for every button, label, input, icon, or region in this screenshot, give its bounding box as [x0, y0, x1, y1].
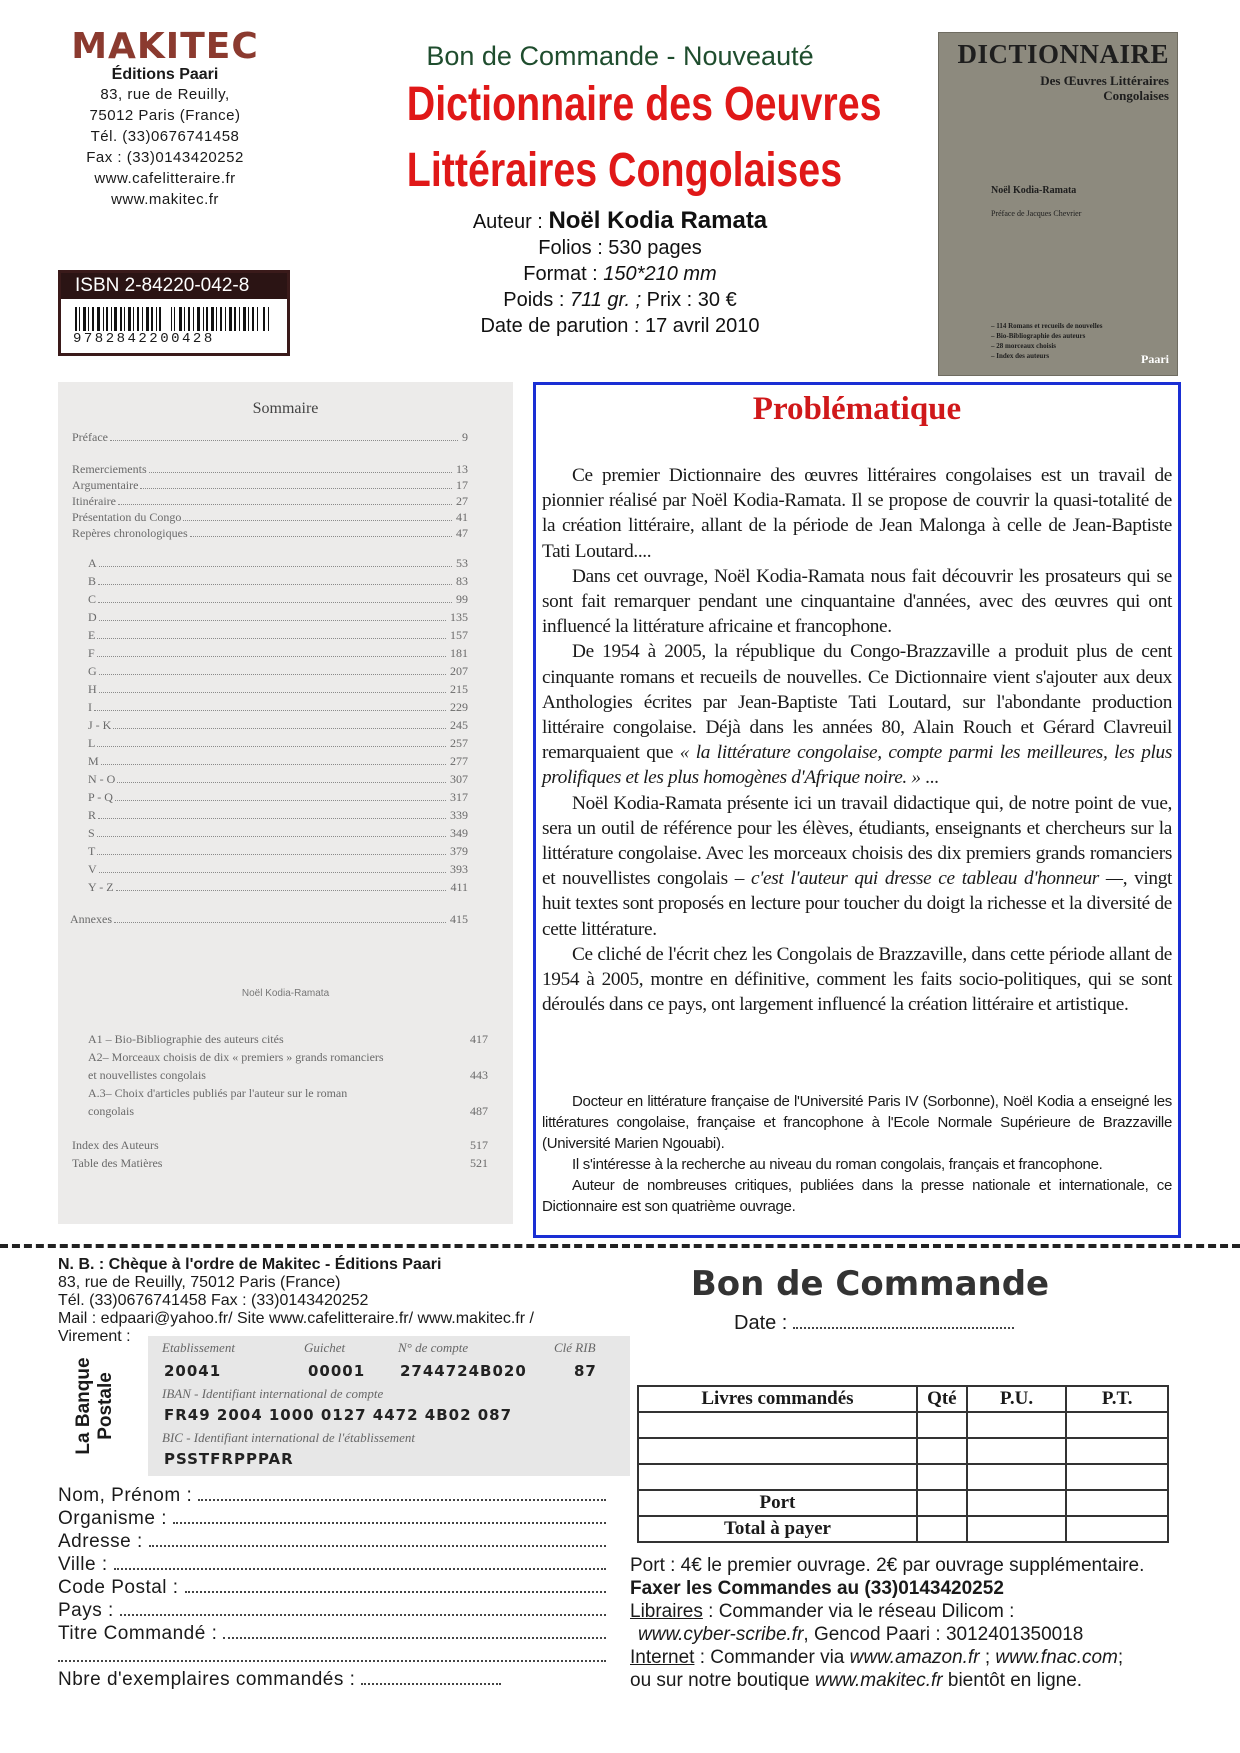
toc-entry: [88, 808, 468, 822]
cover-list-item: – Index des auteurs: [991, 352, 1050, 360]
problematique-title: Problématique: [752, 391, 962, 427]
cell[interactable]: [917, 1438, 967, 1464]
toc-leader-dots: [116, 880, 447, 891]
internet-label: Internet: [630, 1647, 695, 1668]
toc-entry-label: Itinéraire: [72, 494, 116, 508]
toc-leader-dots: [183, 510, 452, 521]
toc-entry-page: 415: [450, 912, 468, 926]
toc-leader-dots: [110, 430, 458, 441]
toc-leader-dots: [94, 700, 446, 711]
cell[interactable]: [967, 1490, 1067, 1516]
paragraph-text: Noël Kodia-Ramata présente ici un travail didactique qui, de notre point de vue, sera un outil de référence pour les élèves, étudiants, enseignants et chercheurs sur la littérature congolaise. Avec les morceaux choisis des dix premiers grands romanciers et nouvellistes congolais: [542, 792, 1172, 890]
toc-entry: [88, 574, 468, 588]
bookseller-note: [630, 1600, 1190, 1623]
toc-entry: [88, 862, 468, 876]
toc-entry-page: 245: [450, 718, 468, 732]
toc-leader-dots: [98, 574, 452, 585]
internet-note: [630, 1646, 1190, 1669]
toc-entry: [72, 478, 468, 492]
toc-leader-dots: [98, 808, 446, 819]
cut-line-divider: [0, 1244, 1240, 1248]
toc-entry-page: 41: [456, 510, 468, 524]
price: Prix : 30 €: [641, 289, 737, 311]
address-line-2: 75012 Paris (France): [89, 107, 241, 124]
fill-line[interactable]: [58, 1645, 606, 1662]
date-label: Date :: [734, 1312, 788, 1334]
field-address[interactable]: [58, 1530, 608, 1553]
toc-leader-dots: [140, 478, 452, 489]
toc-entry-page: 17: [456, 478, 468, 492]
field-label: Code Postal :: [58, 1577, 179, 1598]
bio-paragraph: Docteur en littérature française de l'Université Paris IV (Sorbonne), Noël Kodia a enseigné les littératures congolaise, française et francophone à l'Ecole Normale Supérieure de Brazzaville (Université Marien Ngouabi).: [542, 1093, 1172, 1152]
toc-entry-label: Repères chronologiques: [72, 526, 188, 540]
bio-paragraph: Auteur de nombreuses critiques, publiées dans la presse nationale et internationale, ce Dictionnaire est son quatrième ouvrage.: [542, 1177, 1172, 1215]
fill-line[interactable]: [114, 1553, 606, 1570]
field-quantity[interactable]: [58, 1668, 608, 1691]
toc-index-label: Index des Auteurs: [72, 1138, 159, 1152]
rib-cle: 87: [574, 1362, 597, 1380]
cover-list-item: – Bio-Bibliographie des auteurs: [991, 332, 1086, 340]
booksellers-text: : Commander via le réseau Dilicom :: [702, 1601, 1015, 1622]
field-title-ordered[interactable]: [58, 1622, 608, 1645]
cell[interactable]: [1066, 1464, 1168, 1490]
cover-title: DICTIONNAIRE: [957, 39, 1169, 69]
field-blank-line[interactable]: [58, 1645, 608, 1668]
bic-value: PSSTFRPPPAR: [164, 1450, 294, 1468]
toc-leader-dots: [101, 754, 446, 765]
toc-entry-page: 47: [456, 526, 468, 540]
shop-text: ou sur notre boutique: [630, 1670, 815, 1691]
rib-header-guichet: Guichet: [304, 1340, 346, 1355]
iban-value: FR49 2004 1000 0127 4472 4B02 087: [164, 1406, 513, 1424]
toc-entry-label: H: [88, 682, 97, 696]
paragraph: [542, 791, 1172, 942]
toc-entry: [88, 592, 468, 606]
author-line: [360, 208, 880, 235]
date-fill-line[interactable]: [793, 1312, 1014, 1329]
toc-leader-dots: [149, 462, 452, 473]
publication-date: Date de parution : 17 avril 2010: [480, 315, 760, 337]
cell[interactable]: [967, 1464, 1067, 1490]
gencod-text: , Gencod Paari : 3012401350018: [803, 1624, 1084, 1645]
field-label: Titre Commandé :: [58, 1623, 218, 1644]
cell[interactable]: [1066, 1412, 1168, 1438]
toc-entry-page: 99: [456, 592, 468, 606]
problematique-body: [542, 463, 1172, 1017]
toc-entry-label: T: [88, 844, 96, 858]
cover-list: [991, 321, 1102, 361]
cover-author: Noël Kodia-Ramata: [991, 185, 1077, 196]
toc-entry-page: 307: [450, 772, 468, 786]
order-notes: [630, 1554, 1190, 1692]
toc-entry: [72, 494, 468, 508]
toc-entry: [72, 526, 468, 540]
toc-entry-label: D: [88, 610, 97, 624]
toc-table-label: Table des Matières: [72, 1156, 163, 1170]
toc-entry-page: 207: [450, 664, 468, 678]
toc-index: [72, 1136, 488, 1154]
phone: Tél. (33)0676741458: [90, 128, 240, 145]
toc-entry: [88, 664, 468, 678]
toc-annex-label: A.3– Choix d'articles publiés par l'auteur sur le roman: [88, 1086, 348, 1100]
toc-entry-page: 339: [450, 808, 468, 822]
toc-entry-label: S: [88, 826, 95, 840]
toc-entry-page: 181: [450, 646, 468, 660]
toc-entry: [88, 844, 468, 858]
website-2[interactable]: www.makitec.fr: [111, 191, 219, 208]
toc-entry-label: Remerciements: [72, 462, 147, 476]
field-label: Nbre d'exemplaires commandés :: [58, 1669, 356, 1690]
imprint-name: Éditions Paari: [111, 66, 219, 83]
address-line-1: 83, rue de Reuilly,: [100, 86, 230, 103]
toc-entry-label: Y - Z: [88, 880, 114, 894]
toc-entry: [72, 510, 468, 524]
toc-entry-page: 9: [462, 430, 468, 444]
order-table-header: [638, 1386, 1168, 1412]
cover-list-item: – 114 Romans et recueils de nouvelles: [991, 322, 1103, 330]
cell[interactable]: [967, 1516, 1067, 1542]
toc-entry-label: F: [88, 646, 95, 660]
makitec-link[interactable]: www.makitec.fr: [814, 1670, 943, 1691]
payment-info: [58, 1256, 618, 1346]
bio-paragraph: Il s'intéresse à la recherche au niveau du roman congolais, français et francophone.: [572, 1156, 1103, 1173]
problematique-box: [533, 382, 1181, 1238]
rib-panel: [148, 1336, 630, 1476]
folios: Folios : 530 pages: [538, 237, 702, 259]
toc-entry: [88, 718, 468, 732]
field-label: Ville :: [58, 1554, 108, 1575]
cover-list-item: – 28 morceaux choisis: [991, 342, 1057, 350]
bank-name-line: La Banque: [73, 1357, 94, 1455]
cell[interactable]: [917, 1516, 967, 1542]
bookseller-note-2: [630, 1623, 1190, 1646]
toc-entry-label: V: [88, 862, 97, 876]
rib-etab: 20041: [164, 1362, 222, 1380]
paragraph: Ce premier Dictionnaire des œuvres littéraires congolaises est un travail de pionnier réalisé par Noël Kodia-Ramata. Il se propose de couvrir la quasi-totalité de la création littéraire, allant de la période de Jean Malonga à celle de Jean-Baptiste Tati Loutard....: [542, 465, 1172, 562]
toc-entry-label: A: [88, 556, 97, 570]
toc-entry: [88, 790, 468, 804]
internet-text: : Commander via: [694, 1647, 850, 1668]
toc-entry-label: N - O: [88, 772, 116, 786]
fax-instruction: Faxer les Commandes au (33)0143420252: [630, 1578, 1004, 1599]
col-unit-price: P.U.: [967, 1386, 1067, 1412]
fill-line[interactable]: [198, 1484, 606, 1501]
toc-leader-dots: [97, 628, 446, 639]
field-label: Adresse :: [58, 1531, 143, 1552]
cover-subtitle-1: Des Œuvres Littéraires: [1040, 73, 1169, 88]
table-of-contents-image: [58, 382, 513, 1224]
quote: « la littérature congolaise, compte parmi les meilleures, les plus prolifiques et les plus homogènes d'Afrique noire. »: [542, 742, 1172, 789]
cell[interactable]: [1066, 1516, 1168, 1542]
cell[interactable]: [638, 1412, 917, 1438]
cell[interactable]: [1066, 1438, 1168, 1464]
toc-entry: [88, 736, 468, 750]
cover-publisher-logo: Paari: [1141, 352, 1169, 366]
toc-entry: [70, 912, 468, 926]
toc-title: Sommaire: [252, 400, 319, 417]
toc-entry: [72, 430, 468, 444]
book-title-line-1: Dictionnaire des Oeuvres: [406, 78, 882, 131]
toc-leader-dots: [99, 556, 452, 567]
order-table: [637, 1385, 1169, 1543]
author-label: Auteur :: [472, 211, 549, 233]
bank-details: [60, 1336, 630, 1476]
paragraph-text: De 1954 à 2005, la république du Congo-Brazzaville a produit plus de cent cinquante romans et recueils de nouvelles. Ce Dictionnaire vient s'ajouter aux deux Anthologies écrites par Jean-Baptiste Tati Loutard, sur l'abondante production littéraire congolaise. Déjà dans les années 80, Alain Rouch et Gérard Clavreuil remarquaient que: [542, 641, 1172, 764]
field-label: Pays :: [58, 1600, 114, 1621]
toc-entry-page: 215: [450, 682, 468, 696]
toc-leader-dots: [97, 736, 446, 747]
toc-entry: [72, 462, 468, 476]
toc-leader-dots: [97, 646, 446, 657]
cyber-scribe-link[interactable]: www.cyber-scribe.fr: [638, 1624, 804, 1645]
rib-header-etab: Etablissement: [162, 1340, 235, 1355]
toc-annex-3: [88, 1084, 488, 1120]
toc-entry: [88, 682, 468, 696]
fill-line[interactable]: [361, 1668, 501, 1685]
toc-entry-page: 317: [450, 790, 468, 804]
toc-leader-dots: [118, 494, 452, 505]
publisher-block: [50, 28, 280, 210]
toc-leader-dots: [117, 772, 446, 783]
rib-compte: 2744724B020: [400, 1362, 527, 1380]
toc-entry-page: 27: [456, 494, 468, 508]
payment-contact[interactable]: Mail : edpaari@yahoo.fr/ Site www.cafelitteraire.fr/ www.makitec.fr /: [58, 1310, 534, 1327]
author-bio: [542, 1091, 1172, 1217]
paragraph-text: ...: [920, 767, 939, 789]
cell[interactable]: [917, 1490, 967, 1516]
toc-annex-2: [88, 1048, 488, 1084]
toc-leader-dots: [190, 526, 452, 537]
order-row[interactable]: [638, 1464, 1168, 1490]
toc-entry-page: 83: [456, 574, 468, 588]
payment-phone: Tél. (33)0676741458 Fax : (33)0143420252: [58, 1292, 369, 1309]
col-books: Livres commandés: [638, 1386, 917, 1412]
rib-header-cle: Clé RIB: [554, 1340, 596, 1355]
order-kicker: Bon de Commande - Nouveauté: [426, 41, 814, 71]
shipping-note: [630, 1554, 1190, 1600]
toc-leader-dots: [98, 592, 452, 603]
field-country[interactable]: [58, 1599, 608, 1622]
toc-leader-dots: [99, 682, 446, 693]
toc-entry: [88, 646, 468, 660]
isbn-digits: 9782842200428: [73, 331, 277, 347]
payment-address: 83, rue de Reuilly, 75012 Paris (France): [58, 1274, 341, 1291]
field-label: Nom, Prénom :: [58, 1485, 193, 1506]
toc-entry-page: 13: [456, 462, 468, 476]
toc-entry: [88, 610, 468, 624]
quote: – c'est l'auteur qui dresse ce tableau d'honneur —: [734, 868, 1123, 890]
toc-annex-label: congolais: [88, 1104, 134, 1118]
port-label: Port: [638, 1490, 917, 1516]
toc-leader-dots: [114, 912, 446, 923]
paragraph: [542, 639, 1172, 790]
customer-form: [58, 1484, 608, 1691]
toc-entry-page: 157: [450, 628, 468, 642]
amazon-link[interactable]: www.amazon.fr: [849, 1647, 980, 1668]
toc-entry-label: L: [88, 736, 96, 750]
weight-price-line: [360, 287, 880, 313]
toc-annex-page: 443: [470, 1068, 488, 1082]
rib-guichet: 00001: [308, 1362, 366, 1380]
field-organisation[interactable]: [58, 1507, 608, 1530]
cell[interactable]: [917, 1412, 967, 1438]
toc-annex-label: A1 – Bio-Bibliographie des auteurs cités: [88, 1032, 284, 1046]
separator: ;: [1117, 1647, 1124, 1668]
cover-preface: Préface de Jacques Chevrier: [991, 209, 1082, 218]
paragraph-text: , vingt huit textes sont proposés en lecture pour toucher du doigt la richesse et la diversité de cette littérature.: [542, 868, 1173, 940]
toc-entry-label: P - Q: [88, 790, 113, 804]
author-name: Noël Kodia Ramata: [548, 207, 768, 234]
weight-label: Poids :: [503, 289, 570, 311]
toc-entry: [88, 754, 468, 768]
brand-name: MAKITEC: [71, 26, 259, 67]
cell[interactable]: [638, 1438, 917, 1464]
field-label: Organisme :: [58, 1508, 167, 1529]
toc-entry: [88, 826, 468, 840]
toc-table-page: 521: [470, 1156, 488, 1170]
toc-entry-label: E: [88, 628, 96, 642]
toc-entry-label: B: [88, 574, 97, 588]
isbn-barcode: [58, 270, 290, 356]
toc-entry-label: G: [88, 664, 97, 678]
shop-note: [630, 1669, 1190, 1692]
toc-entry-page: 349: [450, 826, 468, 840]
fill-line[interactable]: [149, 1530, 606, 1547]
toc-running-head: Noël Kodia-Ramata: [241, 988, 330, 999]
toc-entry-label: I: [88, 700, 92, 714]
toc-leader-dots: [99, 862, 446, 873]
toc-entry-page: 393: [450, 862, 468, 876]
col-total-price: P.T.: [1066, 1386, 1168, 1412]
cell[interactable]: [1066, 1490, 1168, 1516]
field-city[interactable]: [58, 1553, 608, 1576]
fill-line[interactable]: [223, 1622, 606, 1639]
order-row-total[interactable]: [638, 1516, 1168, 1542]
toc-entry-page: 135: [450, 610, 468, 624]
order-date-field[interactable]: [734, 1312, 1014, 1335]
cell[interactable]: [967, 1438, 1067, 1464]
fill-line[interactable]: [185, 1576, 606, 1593]
shipping-text: Port : 4€ le premier ouvrage. 2€ par ouvrage supplémentaire.: [630, 1555, 1145, 1576]
toc-leader-dots: [99, 610, 446, 621]
toc-entry-page: 257: [450, 736, 468, 750]
bic-header: BIC - Identifiant international de l'établissement: [162, 1430, 415, 1445]
toc-entry-label: R: [88, 808, 97, 822]
toc-annex-page: 487: [470, 1104, 488, 1118]
toc-entry-page: 277: [450, 754, 468, 768]
toc-entry-label: Annexes: [70, 912, 112, 926]
toc-entry-label: J - K: [88, 718, 112, 732]
toc-annex-1: [88, 1030, 488, 1048]
toc-entry-label: Préface: [72, 430, 108, 444]
paragraph: Dans cet ouvrage, Noël Kodia-Ramata nous fait découvrir les prosateurs qui se sont fait remarquer pendant une cinquantaine d'années, avec des œuvres qui ont influencé la littérature africaine et francophone.: [542, 565, 1172, 638]
bank-name: [73, 1357, 117, 1454]
fill-line[interactable]: [120, 1599, 606, 1616]
field-name[interactable]: [58, 1484, 608, 1507]
toc-entry-page: 229: [450, 700, 468, 714]
book-cover-image: [938, 32, 1178, 376]
col-qty: Qté: [917, 1386, 967, 1412]
website-1[interactable]: www.cafelitteraire.fr: [94, 170, 236, 187]
toc-leader-dots: [97, 826, 446, 837]
booksellers-label: Libraires: [630, 1601, 703, 1622]
isbn-label: ISBN 2-84220-042-8: [61, 273, 287, 299]
iban-header: IBAN - Identifiant international de compte: [162, 1386, 384, 1401]
cover-subtitle-2: Congolaises: [1103, 88, 1169, 103]
toc-entry-label: Argumentaire: [72, 478, 139, 492]
order-form-title: Bon de Commande: [690, 1264, 1050, 1304]
bank-name-line: Postale: [95, 1372, 116, 1440]
toc-entry-page: 53: [456, 556, 468, 570]
cell[interactable]: [917, 1464, 967, 1490]
total-label: Total à payer: [638, 1516, 917, 1542]
toc-entry: [88, 628, 468, 642]
toc-entry: [88, 556, 468, 570]
order-row[interactable]: [638, 1438, 1168, 1464]
toc-leader-dots: [97, 844, 446, 855]
toc-entry-label: M: [88, 754, 99, 768]
shop-text: bientôt en ligne.: [942, 1670, 1083, 1691]
weight-value: 711 gr. ;: [569, 289, 642, 311]
toc-annex-label: et nouvellistes congolais: [88, 1068, 206, 1082]
format-label: Format :: [523, 263, 604, 285]
format-value: 150*210 mm: [603, 263, 717, 285]
fnac-link[interactable]: www.fnac.com: [995, 1647, 1118, 1668]
header: [360, 40, 880, 339]
toc-annex-label: A2– Morceaux choisis de dix « premiers » grands romanciers: [88, 1050, 384, 1064]
order-row-port[interactable]: [638, 1490, 1168, 1516]
toc-table: [72, 1154, 488, 1172]
toc-leader-dots: [113, 718, 446, 729]
rib-header-compte: N° de compte: [398, 1340, 469, 1355]
toc-leader-dots: [115, 790, 446, 801]
bank-logo: [60, 1336, 130, 1476]
toc-entry: [88, 880, 468, 894]
toc-annex-page: 417: [470, 1032, 488, 1046]
toc-entry-label: Présentation du Congo: [72, 510, 182, 524]
paragraph: Ce cliché de l'écrit chez les Congolais de Brazzaville, dans cette période allant de 1954 à 2005, montre en définitive, comment les faits socio-politiques, qui se sont déroulés dans ce pays, ont largement influencé la création littéraire et artistique.: [542, 943, 1172, 1016]
payment-heading: N. B. : Chèque à l'ordre de Makitec - Éditions Paari: [58, 1256, 442, 1273]
toc-entry-page: 379: [450, 844, 468, 858]
cell[interactable]: [967, 1412, 1067, 1438]
book-title-line-2: Littéraires Congolaises: [406, 144, 843, 197]
format-line: [360, 261, 880, 287]
toc-index-page: 517: [470, 1138, 488, 1152]
toc-leader-dots: [99, 664, 446, 675]
cover-subtitle: [1040, 73, 1169, 103]
toc-entry: [88, 700, 468, 714]
fill-line[interactable]: [173, 1507, 606, 1524]
toc-entry-page: 411: [450, 880, 468, 894]
field-postal-code[interactable]: [58, 1576, 608, 1599]
toc-entry-label: C: [88, 592, 97, 606]
separator: ;: [979, 1647, 996, 1668]
fax: Fax : (33)0143420252: [86, 149, 244, 166]
cell[interactable]: [638, 1464, 917, 1490]
toc-entry: [88, 772, 468, 786]
order-row[interactable]: [638, 1412, 1168, 1438]
transfer-label: Virement :: [58, 1328, 131, 1345]
